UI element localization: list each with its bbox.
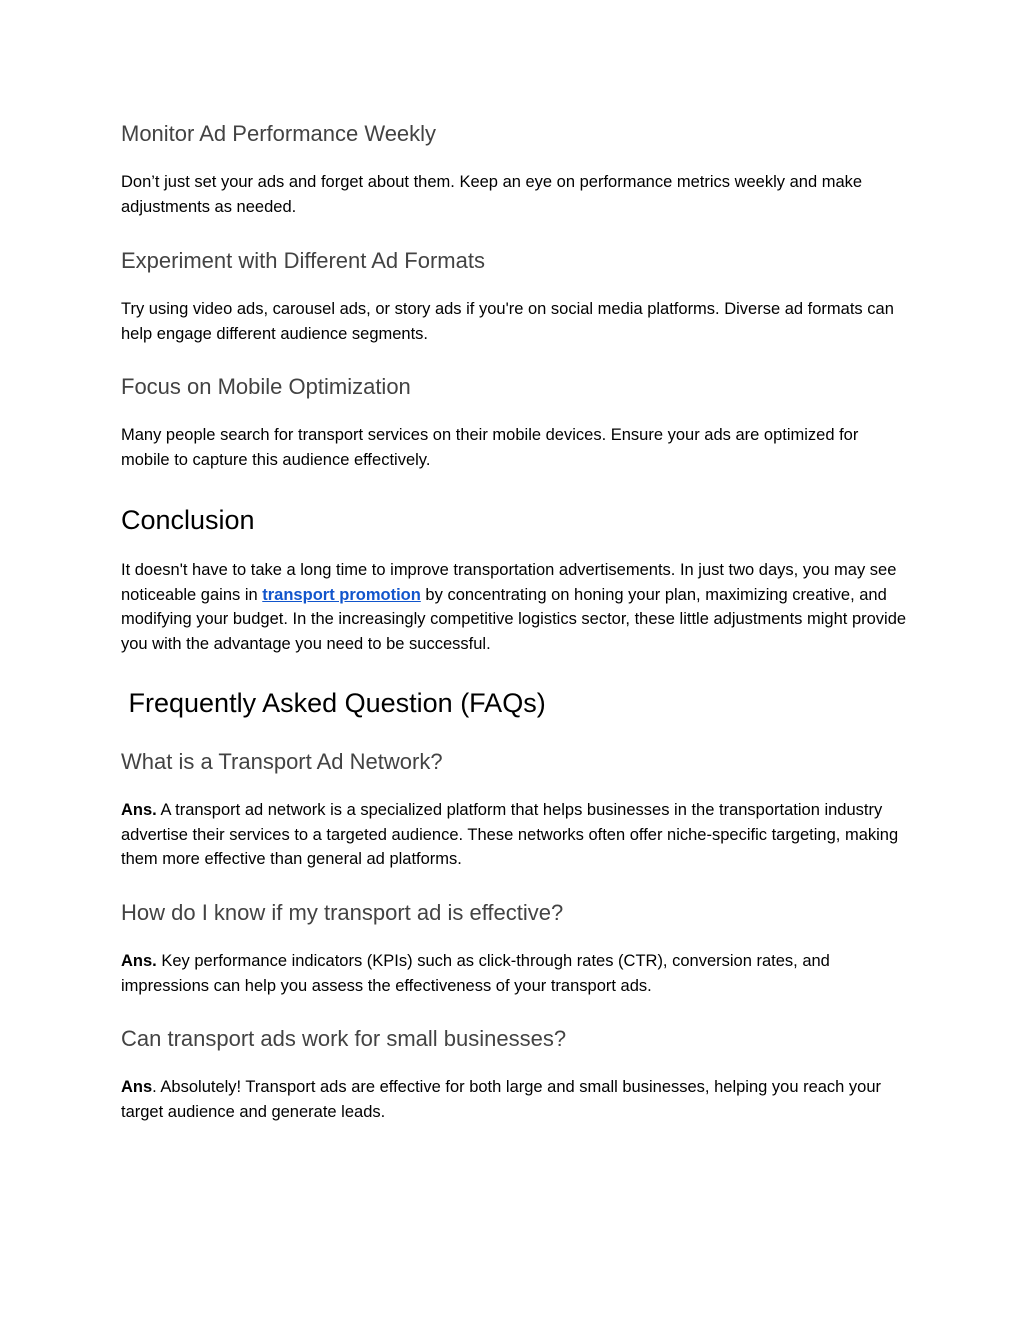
faqs-heading: Frequently Asked Question (FAQs) — [121, 688, 546, 718]
faq-ans-label: Ans. — [121, 801, 157, 819]
faq-ans-label: Ans — [121, 1078, 153, 1096]
section-body-experiment: Try using video ads, carousel ads, or story ads if you're on social media platforms. Diverse ad formats can help engage different audience segments. — [121, 300, 894, 343]
faq-answer — [121, 1075, 911, 1124]
section-heading-mobile: Focus on Mobile Optimization — [121, 374, 411, 399]
faq-ans-label: Ans. — [121, 952, 157, 970]
section-body-monitor: Don’t just set your ads and forget about them. Keep an eye on performance metrics weekly and make adjustments as needed. — [121, 173, 863, 216]
faq-question: What is a Transport Ad Network? — [121, 749, 443, 774]
conclusion-heading: Conclusion — [121, 505, 255, 535]
faq-answer — [121, 949, 911, 998]
faq-answer-text: A transport ad network is a specialized platform that helps businesses in the transportation industry advertise their services to a targeted audience. These networks often offer niche-specific targeting, making them more effective than general ad platforms. — [121, 801, 899, 868]
conclusion-text-after: by concentrating on honing your plan, maximizing creative, and modifying your budget. In the increasingly competitive logistics sector, these little adjustments might provide you with the advantage you need to be successful. — [121, 585, 907, 653]
section-heading-experiment: Experiment with Different Ad Formats — [121, 248, 485, 273]
faq-answer-text: . Absolutely! Transport ads are effective for both large and small businesses, helping you reach your target audience and generate leads. — [121, 1078, 882, 1121]
conclusion-text-before: It doesn't have to take a long time to improve transportation advertisements. In just two days, you may see noticeable gains in — [121, 561, 897, 604]
faq-question: How do I know if my transport ad is effective? — [121, 900, 564, 925]
transport-promotion-link[interactable]: transport promotion — [262, 585, 421, 604]
faq-answer — [121, 798, 911, 872]
conclusion-body — [121, 558, 911, 656]
faq-question: Can transport ads work for small businesses? — [121, 1026, 567, 1051]
section-heading-monitor: Monitor Ad Performance Weekly — [121, 121, 437, 146]
section-body-mobile: Many people search for transport services on their mobile devices. Ensure your ads are optimized for mobile to capture this audience effectively. — [121, 426, 859, 469]
faq-answer-text: Key performance indicators (KPIs) such as click-through rates (CTR), conversion rates, and impressions can help you assess the effectiveness of your transport ads. — [121, 952, 830, 995]
